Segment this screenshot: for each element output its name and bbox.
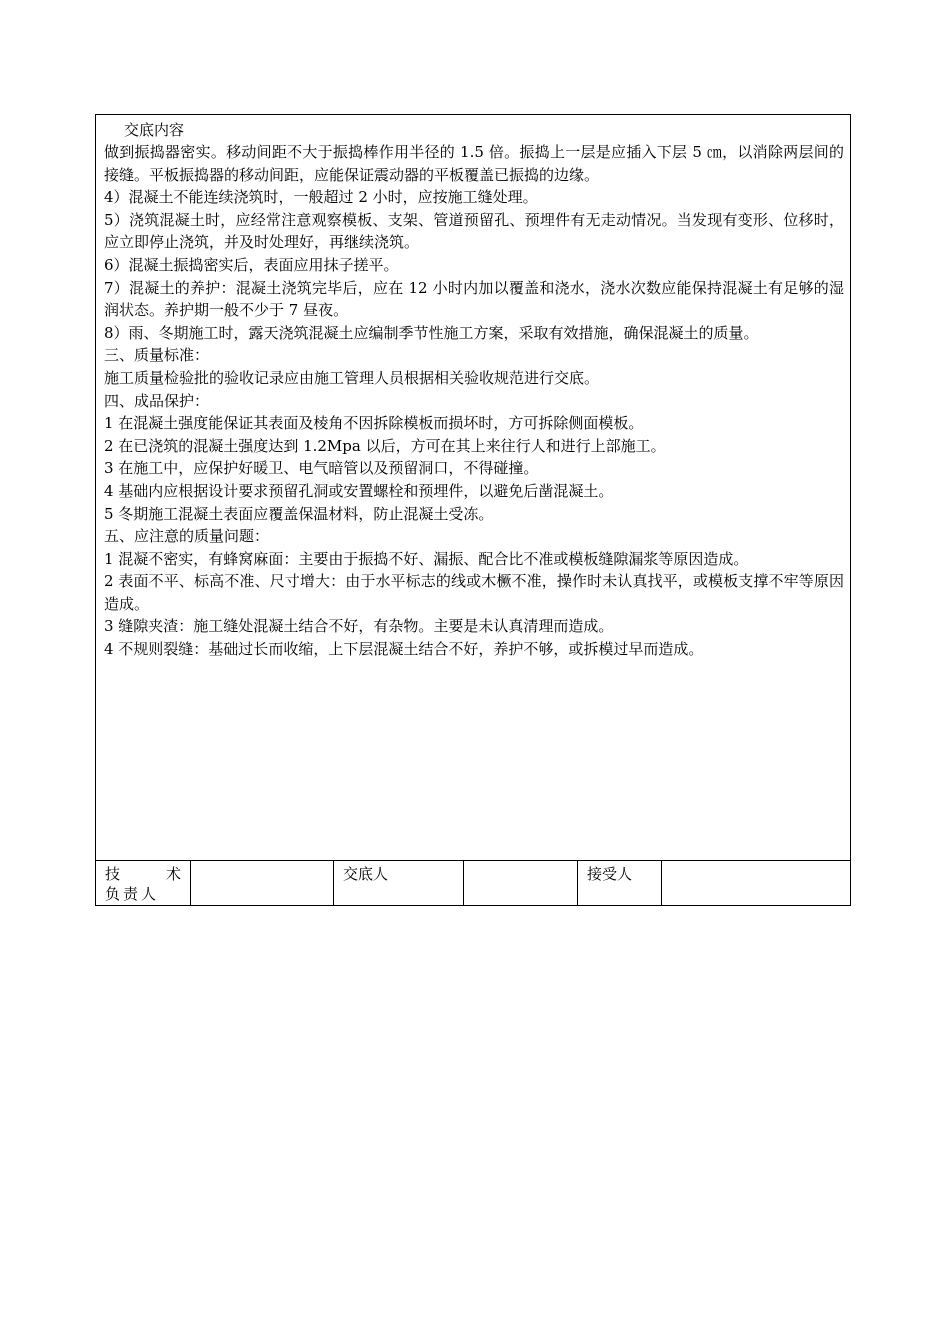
- section-heading-quality-issues: 五、应注意的质量问题：: [104, 527, 270, 546]
- content-line: 1 在混凝土强度能保证其表面及棱角不因拆除模板而损坏时，方可拆除侧面模板。: [104, 414, 644, 433]
- content-line: 3 在施工中，应保护好暖卫、电气暗管以及预留洞口，不得碰撞。: [104, 459, 539, 478]
- tech-lead-field[interactable]: [191, 861, 334, 905]
- content-line: 7）混凝土的养护：混凝土浇筑完毕后，应在 12 小时内加以覆盖和浇水，浇水次数应能保持混凝土有足够的湿润状态。养护期一般不少于 7 昼夜。: [104, 278, 844, 320]
- content-line: 2 表面不平、标高不准、尺寸增大：由于水平标志的线或木橛不准，操作时未认真找平，或模板支撑不牢等原因造成。: [104, 572, 844, 613]
- content-line: 4）混凝土不能连续浇筑时，一般超过 2 小时，应按施工缝处理。: [104, 188, 538, 207]
- content-line: 8）雨、冬期施工时，露天浇筑混凝土应编制季节性施工方案，采取有效措施，确保混凝土的质量。: [104, 323, 759, 342]
- briefer-field[interactable]: [464, 861, 578, 905]
- tech-label-char: 技: [105, 865, 121, 883]
- content-heading: 交底内容: [124, 121, 185, 139]
- receiver-field[interactable]: [662, 861, 850, 905]
- content-line: 1 混凝不密实，有蜂窝麻面：主要由于振捣不好、漏振、配合比不准或模板缝隙漏浆等原因造成。: [104, 549, 749, 568]
- section-heading-product-protection: 四、成品保护：: [104, 391, 210, 410]
- tech-label-line2: 负责人: [105, 885, 160, 903]
- signature-row: [96, 861, 850, 905]
- section-heading-quality-standard: 三、质量标准：: [104, 346, 210, 365]
- tech-lead-label: [96, 861, 191, 905]
- content-line: 做到振捣器密实。移动间距不大于振捣棒作用半径的 1.5 倍。振捣上一层是应插入下层 5 ㎝，以消除两层间的接缝。平板振捣器的移动间距，应能保证震动器的平板覆盖已振捣的边缘。: [104, 143, 844, 184]
- content-line: 2 在已浇筑的混凝土强度达到 1.2Mpa 以后，方可在其上来往行人和进行上部施工。: [104, 436, 666, 455]
- content-line: 施工质量检验批的验收记录应由施工管理人员根据相关验收规范进行交底。: [104, 368, 600, 387]
- content-line: 6）混凝土振捣密实后，表面应用抹子搓平。: [104, 255, 399, 274]
- content-line: 4 基础内应根据设计要求预留孔洞或安置螺栓和预埋件，以避免后凿混凝土。: [104, 481, 614, 500]
- receiver-label: 接受人: [578, 861, 662, 905]
- briefer-label: 交底人: [334, 861, 464, 905]
- briefing-table: [95, 114, 851, 906]
- content-line: 3 缝隙夹渣：施工缝处混凝土结合不好，有杂物。主要是未认真清理而造成。: [104, 617, 614, 636]
- content-line: 5 冬期施工混凝土表面应覆盖保温材料，防止混凝土受冻。: [104, 504, 494, 523]
- content-cell: [96, 115, 850, 861]
- content-line: 5）浇筑混凝土时，应经常注意观察模板、支架、管道预留孔、预埋件有无走动情况。当发现有变形、位移时，应立即停止浇筑，并及时处理好，再继续浇筑。: [104, 210, 844, 252]
- content-line: 4 不规则裂缝：基础过长而收缩，上下层混凝土结合不好，养护不够，或拆模过早而造成。: [104, 640, 704, 659]
- tech-label-char: 术: [165, 865, 181, 883]
